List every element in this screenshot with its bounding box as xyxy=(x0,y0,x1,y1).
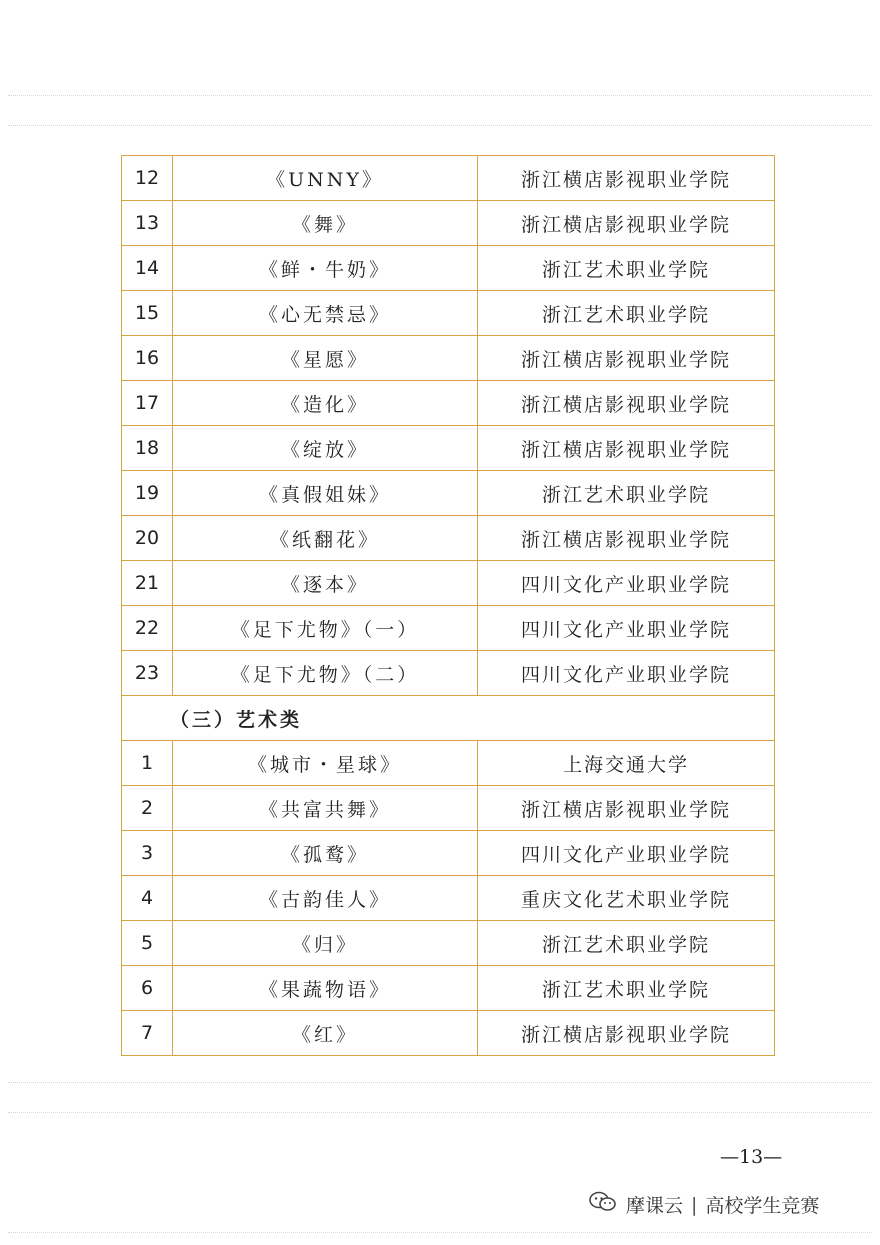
school-name: 浙江艺术职业学院 xyxy=(478,471,775,516)
table-row xyxy=(122,606,775,651)
school-name: 上海交通大学 xyxy=(478,741,775,786)
table-row xyxy=(122,786,775,831)
work-title: 《城市・星球》 xyxy=(173,741,478,786)
work-title: 《孤鹜》 xyxy=(173,831,478,876)
school-name: 浙江横店影视职业学院 xyxy=(478,516,775,561)
school-name: 浙江横店影视职业学院 xyxy=(478,786,775,831)
watermark-separator: | xyxy=(691,1193,698,1216)
table-row xyxy=(122,471,775,516)
work-title: 《心无禁忌》 xyxy=(173,291,478,336)
row-number: 13 xyxy=(122,201,173,246)
table-row xyxy=(122,201,775,246)
work-title: 《绽放》 xyxy=(173,426,478,471)
row-number: 19 xyxy=(122,471,173,516)
row-number: 2 xyxy=(122,786,173,831)
school-name: 重庆文化艺术职业学院 xyxy=(478,876,775,921)
table-row xyxy=(122,381,775,426)
section-row-group xyxy=(122,696,775,741)
table-row xyxy=(122,651,775,696)
row-number: 15 xyxy=(122,291,173,336)
watermark-channel: 高校学生竞赛 xyxy=(705,1195,820,1217)
school-name: 浙江艺术职业学院 xyxy=(478,246,775,291)
school-name: 浙江艺术职业学院 xyxy=(478,921,775,966)
page-number: —13— xyxy=(720,1146,783,1168)
table-body-part-a xyxy=(122,156,775,696)
table-body-part-b xyxy=(122,741,775,1056)
table-row xyxy=(122,1011,775,1056)
school-name: 浙江艺术职业学院 xyxy=(478,291,775,336)
watermark-brand: 摩课云 xyxy=(626,1195,684,1217)
work-title: 《UNNY》 xyxy=(173,156,478,201)
work-title: 《红》 xyxy=(173,1011,478,1056)
table-row xyxy=(122,336,775,381)
row-number: 20 xyxy=(122,516,173,561)
row-number: 16 xyxy=(122,336,173,381)
school-name: 浙江横店影视职业学院 xyxy=(478,156,775,201)
table-row xyxy=(122,966,775,1011)
table-row xyxy=(122,291,775,336)
row-number: 1 xyxy=(122,741,173,786)
work-title: 《共富共舞》 xyxy=(173,786,478,831)
work-title: 《足下尤物》（一） xyxy=(173,606,478,651)
table-row xyxy=(122,156,775,201)
table-row xyxy=(122,246,775,291)
school-name: 四川文化产业职业学院 xyxy=(478,606,775,651)
row-number: 23 xyxy=(122,651,173,696)
watermark-footer xyxy=(588,1190,819,1219)
row-number: 22 xyxy=(122,606,173,651)
row-number: 6 xyxy=(122,966,173,1011)
work-title: 《纸翻花》 xyxy=(173,516,478,561)
row-number: 3 xyxy=(122,831,173,876)
row-number: 12 xyxy=(122,156,173,201)
work-title: 《足下尤物》（二） xyxy=(173,651,478,696)
school-name: 浙江横店影视职业学院 xyxy=(478,381,775,426)
table-row xyxy=(122,876,775,921)
school-name: 浙江横店影视职业学院 xyxy=(478,336,775,381)
school-name: 四川文化产业职业学院 xyxy=(478,561,775,606)
work-title: 《果蔬物语》 xyxy=(173,966,478,1011)
work-title: 《鲜・牛奶》 xyxy=(173,246,478,291)
row-number: 14 xyxy=(122,246,173,291)
work-title: 《真假姐妹》 xyxy=(173,471,478,516)
section-heading: （三）艺术类 xyxy=(122,696,775,741)
table-row xyxy=(122,426,775,471)
table-row xyxy=(122,921,775,966)
school-name: 四川文化产业职业学院 xyxy=(478,651,775,696)
work-title: 《归》 xyxy=(173,921,478,966)
section-row xyxy=(122,696,775,741)
row-number: 18 xyxy=(122,426,173,471)
wechat-icon xyxy=(588,1190,618,1219)
school-name: 四川文化产业职业学院 xyxy=(478,831,775,876)
work-title: 《星愿》 xyxy=(173,336,478,381)
table-row xyxy=(122,516,775,561)
row-number: 5 xyxy=(122,921,173,966)
work-title: 《舞》 xyxy=(173,201,478,246)
table-row xyxy=(122,561,775,606)
row-number: 7 xyxy=(122,1011,173,1056)
row-number: 4 xyxy=(122,876,173,921)
table-row xyxy=(122,831,775,876)
school-name: 浙江横店影视职业学院 xyxy=(478,426,775,471)
school-name: 浙江横店影视职业学院 xyxy=(478,201,775,246)
work-title: 《古韵佳人》 xyxy=(173,876,478,921)
award-table xyxy=(121,155,775,1056)
school-name: 浙江横店影视职业学院 xyxy=(478,1011,775,1056)
work-title: 《逐本》 xyxy=(173,561,478,606)
row-number: 21 xyxy=(122,561,173,606)
row-number: 17 xyxy=(122,381,173,426)
work-title: 《造化》 xyxy=(173,381,478,426)
school-name: 浙江艺术职业学院 xyxy=(478,966,775,1011)
table-row xyxy=(122,741,775,786)
